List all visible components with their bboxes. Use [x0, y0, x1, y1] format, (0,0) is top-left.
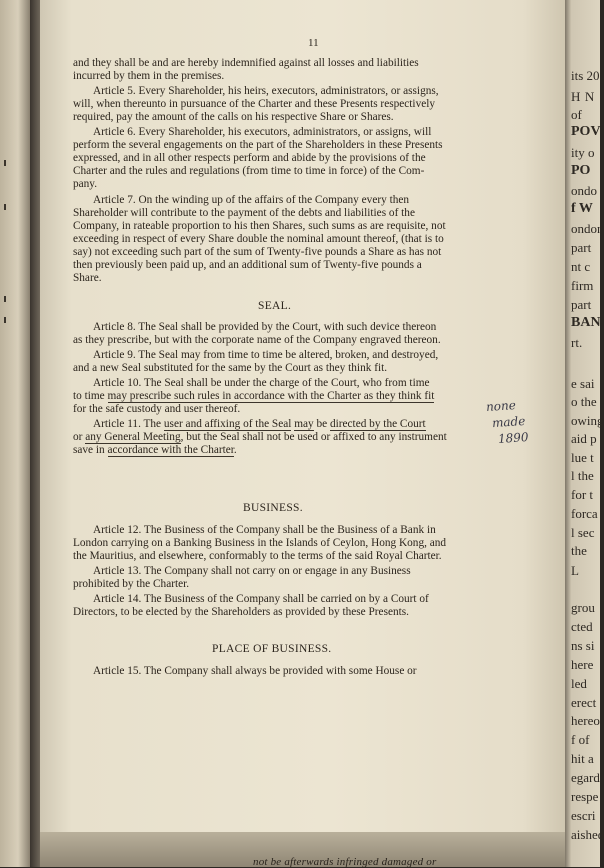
underlined-text: any General Meeting — [85, 431, 181, 443]
left-page-mark — [4, 204, 6, 210]
left-page-mark — [4, 317, 6, 323]
text-line: Article 13. The Company shall not carry on or engage in any Business — [93, 565, 411, 577]
right-page-fragment: its 20 — [571, 68, 600, 83]
text-line-underlined — [73, 390, 434, 403]
text-line: prohibited by the Charter. — [73, 578, 190, 590]
text-line: perform the several engagements on the part of the Shareholders in these Presents — [73, 139, 443, 151]
right-page-fragment: egard — [571, 770, 600, 785]
text-line: Shareholder will contribute to the payment of the debts and liabilities of the — [73, 207, 415, 219]
right-page-fragment: lue t — [571, 450, 594, 465]
text-line: exceeding in respect of every Share double the nominal amount thereof, (that is to — [73, 233, 444, 245]
right-page-fragment: rt. — [571, 335, 583, 350]
text-line: Article 15. The Company shall always be provided with some House or — [93, 665, 417, 677]
right-page-fragment: part — [571, 240, 592, 255]
right-page-fragment: ondor — [571, 221, 602, 236]
text-line: London carrying on a Banking Business in the Islands of Ceylon, Hong Kong, and — [73, 537, 447, 549]
right-page-fragment: respe — [571, 789, 599, 804]
text-line: and they shall be and are hereby indemnified against all losses and liabilities — [73, 57, 419, 69]
text-line: Company, in rateable proportion to his then Shares, such sums as are requisite, not — [73, 220, 446, 232]
underlined-text: directed by the Court — [329, 418, 426, 430]
underlined-text: accordance with the Charter — [107, 444, 234, 456]
underlined-text: user and affixing of the Seal — [163, 418, 292, 430]
right-page-fragment: part — [571, 297, 592, 312]
text-line-underlined — [73, 444, 237, 457]
text-line: Article 7. On the winding up of the affairs of the Company every then — [93, 194, 410, 206]
right-page-fragment: PO — [571, 163, 591, 178]
section-heading-place-of-business: PLACE OF BUSINESS. — [212, 643, 332, 655]
text-line: incurred by them in the premises. — [73, 70, 225, 82]
right-page-fragment: led — [571, 676, 587, 691]
right-page-fragment: escri — [571, 808, 596, 823]
text-line: Article 8. The Seal shall be provided by the Court, with such device thereon — [93, 321, 437, 333]
right-page-fragment: nt c — [571, 259, 591, 274]
right-page-fragment: l the — [571, 468, 594, 483]
handwritten-annotation: 1890 — [497, 429, 529, 447]
text-line: for the safe custody and user thereof. — [73, 403, 241, 415]
text-line: and a new Seal substituted for the same by the Court as they think fit. — [73, 362, 388, 374]
right-page-fragment: hit a — [571, 751, 594, 766]
right-page-fragment: of — [571, 107, 582, 122]
text-line: Directors, to be elected by the Shareholders as provided by these Presents. — [73, 606, 409, 618]
handwritten-annotation: none — [485, 397, 517, 415]
text-span: or — [73, 431, 86, 443]
right-page-fragment: ondo — [571, 183, 597, 198]
left-page-mark — [4, 160, 6, 166]
right-page-fragment: hereo — [571, 713, 600, 728]
right-page-fragment: f W — [571, 201, 593, 216]
next-page-text-fragment: not be afterwards infringed damaged or — [253, 856, 437, 868]
right-page-edge — [565, 0, 604, 867]
right-page-fragment: l sec — [571, 525, 595, 540]
text-span: , but the Seal shall not be used or affixed to any instrument — [180, 431, 447, 443]
document-page — [40, 0, 565, 832]
handwritten-annotation: made — [491, 413, 526, 431]
right-page-fragment: POV — [571, 124, 601, 139]
text-line: then previously been paid up, and an additional sum of Twenty-five pounds a — [73, 259, 422, 271]
text-line: Article 5. Every Shareholder, his heirs, executors, administrators, or assigns, — [93, 85, 439, 97]
right-page-fragment: aished — [571, 827, 604, 842]
page-number: 11 — [308, 37, 319, 49]
right-page-fragment: for t — [571, 487, 594, 502]
left-page-mark — [4, 296, 6, 302]
right-page-fragment: here — [571, 657, 594, 672]
text-span: be — [313, 418, 330, 430]
right-page-fragment: L — [571, 563, 579, 578]
right-page-fragment: erect — [571, 695, 597, 710]
right-page-fragment: aid p — [571, 431, 597, 446]
text-line: pany. — [73, 178, 98, 190]
right-page-fragment: grou — [571, 600, 595, 615]
text-line: Article 9. The Seal may from time to time be altered, broken, and destroyed, — [93, 349, 439, 361]
section-heading-business: BUSINESS. — [243, 502, 303, 514]
section-heading-seal: SEAL. — [258, 300, 292, 312]
text-line: will, when thereunto in pursuance of the Charter and these Presents respectively — [73, 98, 436, 110]
underlined-text: may — [294, 418, 314, 430]
right-page-fragment: the — [571, 543, 587, 558]
right-page-fragment: o the — [571, 394, 597, 409]
right-page-fragment: ns si — [571, 638, 595, 653]
text-span: save in — [73, 444, 108, 456]
right-page-fragment: cted — [571, 619, 593, 634]
right-page-fragment: f of — [571, 732, 590, 747]
underlined-text: may prescribe such rules in accordance with the Charter as they think fit — [107, 390, 435, 402]
text-span: . — [233, 444, 237, 456]
left-page-edge — [0, 0, 30, 867]
text-span: Article 11. The — [93, 418, 164, 430]
text-line: as they prescribe, but with the corporate name of the Company engraved thereon. — [73, 334, 441, 346]
text-span: to time — [73, 390, 108, 402]
right-page-fragment: owing — [571, 413, 604, 428]
text-line-underlined — [93, 418, 426, 431]
text-line-underlined — [73, 431, 447, 444]
text-line: Article 10. The Seal shall be under the charge of the Court, who from time — [93, 377, 430, 389]
text-line: the Mauritius, and elsewhere, conformably to the terms of the said Royal Charter. — [73, 550, 442, 562]
text-line: required, pay the amount of the calls on his respective Share or Shares. — [73, 111, 394, 123]
book-gutter — [30, 0, 40, 867]
text-line: Article 6. Every Shareholder, his executors, administrators, or assigns, will — [93, 126, 432, 138]
text-line: Article 14. The Business of the Company shall be carried on by a Court of — [93, 593, 429, 605]
text-line: Share. — [73, 272, 102, 284]
right-page-fragment: e sai — [571, 376, 595, 391]
right-page-fragment: forca — [571, 506, 598, 521]
text-line: Charter and the rules and regulations (from time to time in force) of the Com- — [73, 165, 425, 177]
text-line: say) not exceeding such part of the sum of Twenty-five pounds a Share as has not — [73, 246, 442, 258]
right-page-fragment: H N — [571, 89, 595, 104]
right-page-fragment: ity o — [571, 145, 595, 160]
right-page-fragment: BAN — [571, 315, 601, 330]
right-page-fragment: firm — [571, 278, 594, 293]
text-line: expressed, and in all other respects perform and abide by the provisions of the — [73, 152, 426, 164]
text-line: Article 12. The Business of the Company shall be the Business of a Bank in — [93, 524, 436, 536]
